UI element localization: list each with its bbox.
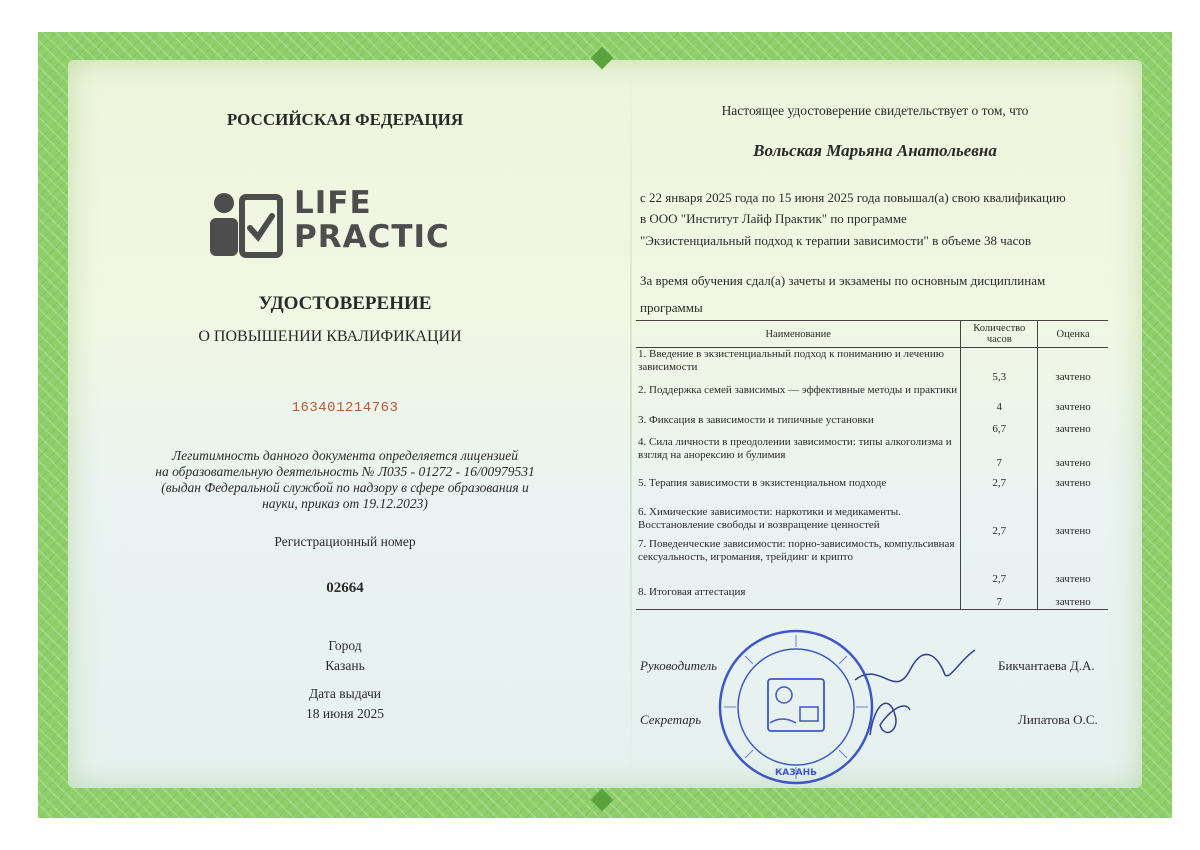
table-row: [636, 586, 1108, 610]
stamp-emblem-shield: [768, 679, 824, 731]
document-subtitle: О ПОВЫШЕНИИ КВАЛИФИКАЦИИ: [198, 328, 462, 345]
header-name: Наименование: [636, 321, 961, 348]
city-name: Казань: [325, 658, 365, 673]
header-hours: Количество часов: [961, 321, 1038, 348]
round-stamp: [716, 627, 876, 787]
exams-line: программы: [640, 300, 703, 315]
city-label: Город: [328, 638, 362, 653]
logo-board: [242, 197, 280, 255]
discipline-grade: зачтено: [1038, 586, 1108, 610]
discipline-grade: зачтено: [1055, 456, 1091, 469]
header-grade: Оценка: [1038, 321, 1108, 348]
logo-person-body: [210, 218, 238, 256]
license-text: [130, 448, 560, 512]
discipline-grade: зачтено: [1055, 477, 1091, 489]
discipline-grade: зачтено: [1055, 370, 1091, 383]
stamp-globe-icon: [776, 687, 792, 703]
license-line: Легитимность данного документа определяется лицензией: [171, 448, 519, 463]
page-fold: [630, 60, 632, 788]
discipline-hours: 2,7: [961, 538, 1038, 586]
discipline-hours: 6,7: [961, 414, 1038, 436]
discipline-name: 5. Терапия зависимости в экзистенциальном подходе: [638, 477, 887, 489]
table-row: [636, 384, 1108, 414]
disciplines-table: [636, 320, 1108, 610]
discipline-grade: зачтено: [1055, 400, 1091, 413]
issue-date: 18 июня 2025: [306, 706, 384, 721]
table-row: [636, 498, 1108, 538]
discipline-hours: 7: [961, 436, 1038, 470]
discipline-name: 7. Поведенческие зависимости: порно-зависимость, компульсивная сексуальность, игромания, трейдинг и крипто: [638, 537, 955, 563]
registration-label: Регистрационный номер: [274, 534, 416, 549]
license-line: науки, приказ от 19.12.2023): [262, 496, 428, 511]
secretary-role: Секретарь: [640, 712, 702, 727]
discipline-hours: 2,7: [961, 498, 1038, 538]
serial-number: 163401214763: [291, 400, 399, 416]
registration-number: 02664: [326, 580, 364, 596]
document-title: УДОСТОВЕРЕНИЕ: [258, 293, 432, 314]
discipline-name: 6. Химические зависимости: наркотики и медикаменты. Восстановление свободы и возвращение ценностей: [638, 505, 901, 531]
stamp-outer-ring: [720, 631, 872, 783]
issue-date-label: Дата выдачи: [308, 686, 382, 701]
logo-wordmark: [294, 186, 450, 254]
stamp-city-text: КАЗАНЬ: [774, 768, 818, 778]
license-line: (выдан Федеральной службой по надзору в сфере образования и: [161, 480, 529, 495]
discipline-hours: 4: [961, 384, 1038, 414]
logo-check-icon: [250, 216, 272, 237]
logo-person-head: [214, 193, 234, 213]
table-row: [636, 436, 1108, 470]
table-row: [636, 538, 1108, 586]
qualification-line: "Экзистенциальный подход к терапии зависимости" в объеме 38 часов: [640, 233, 1031, 248]
table-row: [636, 470, 1108, 498]
discipline-name: 8. Итоговая аттестация: [636, 586, 961, 610]
secretary-signature: [870, 703, 910, 735]
discipline-name: 1. Введение в экзистенциальный подход к пониманию и лечению зависимости: [638, 348, 944, 373]
discipline-hours: 7: [961, 586, 1038, 610]
logo-word-practic: PRACTIC: [294, 219, 450, 255]
stamp-inner-ring: [738, 649, 854, 765]
logo-word-life: LIFE: [294, 185, 372, 221]
stamp-book-icon: [800, 707, 818, 721]
head-role: Руководитель: [640, 658, 718, 673]
table-row: [636, 414, 1108, 436]
discipline-hours: 2,7: [961, 470, 1038, 498]
secretary-name: Липатова О.С.: [1018, 712, 1098, 727]
discipline-hours: 5,3: [961, 348, 1038, 384]
table-row: [636, 348, 1108, 384]
discipline-name: 2. Поддержка семей зависимых — эффективные методы и практики: [638, 383, 958, 396]
discipline-grade: зачтено: [1055, 572, 1091, 585]
qualification-line: с 22 января 2025 года по 15 июня 2025 года повышал(а) свою квалификацию: [640, 190, 1066, 205]
intro-text: Настоящее удостоверение свидетельствует о том, что: [721, 103, 1029, 118]
country-heading: РОССИЙСКАЯ ФЕДЕРАЦИЯ: [226, 110, 464, 129]
license-line: на образовательную деятельность № Л035 - 01272 - 16/00979531: [155, 464, 535, 479]
holder-name: Вольская Марьяна Анатольевна: [753, 141, 997, 160]
qualification-line: в ООО "Институт Лайф Практик" по программе: [640, 211, 907, 226]
exams-line: За время обучения сдал(а) зачеты и экзамены по основным дисциплинам: [640, 273, 1046, 288]
discipline-grade: зачтено: [1055, 422, 1091, 435]
discipline-name: 4. Сила личности в преодолении зависимости: типы алкоголизма и взгляд на анорексию и булимия: [638, 435, 952, 461]
head-name: Бикчантаева Д.А.: [998, 658, 1095, 673]
discipline-name: 3. Фиксация в зависимости и типичные установки: [638, 413, 874, 426]
stamp-wave-icon: [770, 719, 796, 723]
discipline-grade: зачтено: [1055, 524, 1091, 537]
